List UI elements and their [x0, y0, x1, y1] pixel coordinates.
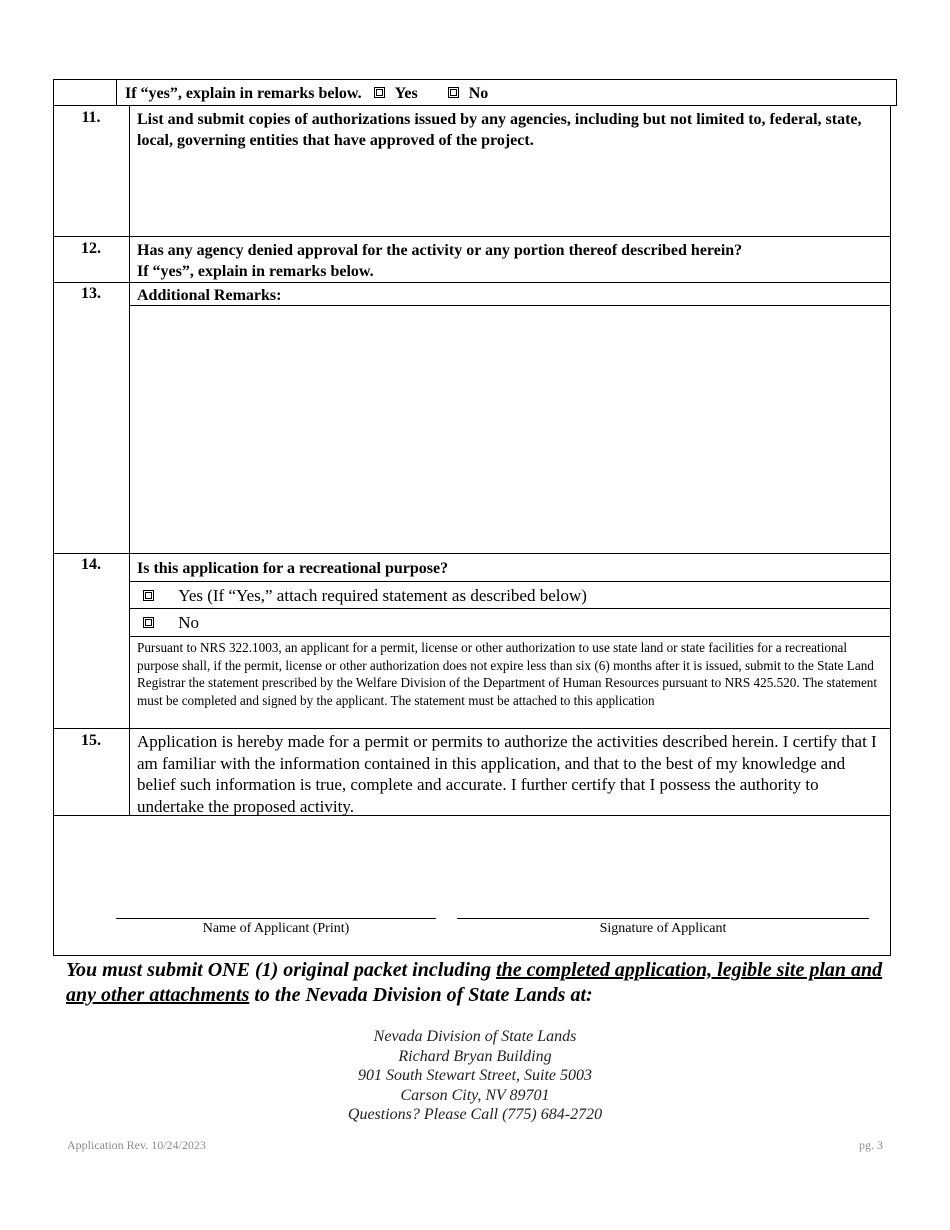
- address-line-2: Richard Bryan Building: [398, 1047, 552, 1065]
- row10-no-label: No: [468, 85, 489, 102]
- row11-response-area[interactable]: [131, 152, 888, 234]
- applicant-name-field[interactable]: [116, 850, 436, 918]
- revision-date: Application Rev. 10/24/2023: [67, 1138, 206, 1152]
- row10-no-checkbox[interactable]: [448, 85, 489, 102]
- submit-notice-part1: You must submit ONE (1) original packet including: [66, 959, 497, 981]
- mailing-address: [275, 1027, 675, 1125]
- address-line-1: Nevada Division of State Lands: [373, 1028, 577, 1045]
- submit-notice-part2: to the Nevada Division of State Lands at:: [249, 984, 593, 1006]
- row14-question: Is this application for a recreational purpose?: [137, 560, 449, 577]
- row15-certification: Application is hereby made for a permit or permits to authorize the activities described herein. I certify that I am familiar with the information contained in this application, and that to the best of my knowledge and belief such information is true, complete and accurate. I further certify that I possess the authority to undertake the proposed activity.: [137, 732, 877, 816]
- page-number: pg. 3: [859, 1138, 883, 1152]
- row15-number: 15.: [81, 732, 101, 749]
- checkbox-icon: [143, 590, 154, 601]
- submit-notice-underlined: the completed application, legible site plan and any other attachments: [66, 959, 883, 1006]
- row13-label: Additional Remarks:: [137, 287, 282, 304]
- remarks-textarea[interactable]: [131, 307, 888, 551]
- address-line-4: Carson City, NV 89701: [400, 1086, 550, 1104]
- row10-question: [125, 83, 488, 104]
- row12-question: [137, 240, 887, 282]
- checkbox-icon: [143, 617, 154, 628]
- row12-number: 12.: [81, 240, 101, 257]
- row11-text: List and submit copies of authorizations issued by any agencies, including but not limited to, federal, state, local, governing entities that have approved of the project.: [137, 111, 862, 149]
- submit-notice: [66, 958, 886, 1008]
- signature-of-applicant-label: Signature of Applicant: [599, 921, 727, 936]
- row10-text: If “yes”, explain in remarks below.: [125, 85, 362, 102]
- name-of-applicant-label: Name of Applicant (Print): [202, 921, 350, 936]
- row11-number: 11.: [81, 109, 101, 126]
- row12-line1: Has any agency denied approval for the activity or any portion thereof described herein?: [137, 242, 743, 259]
- checkbox-icon: [374, 87, 385, 98]
- checkbox-icon: [448, 87, 459, 98]
- row10-yes-checkbox[interactable]: [374, 85, 422, 102]
- row14-no-label: No: [178, 613, 200, 632]
- row10-yes-label: Yes: [394, 85, 418, 102]
- phone-contact: Questions? Please Call (775) 684-2720: [347, 1106, 603, 1123]
- applicant-signature-field[interactable]: [457, 850, 869, 918]
- row13-number: 13.: [81, 285, 101, 302]
- address-line-3: 901 South Stewart Street, Suite 5003: [357, 1067, 593, 1084]
- row14-no-checkbox[interactable]: [143, 612, 199, 633]
- row14-statement: Pursuant to NRS 322.1003, an applicant for a permit, license or other authorization to use state land or state facilities for a recreational purpose shall, if the permit, license or other authorization does not expire less than six (6) months after it is issued, submit to the State Land Registrar the statement prescribed by the Welfare Division of the Department of Human Resources pursuant to NRS 425.520. The statement must be completed and signed by the applicant. The statement must be attached to this application: [137, 640, 878, 708]
- row12-line2: If “yes”, explain in remarks below.: [137, 263, 374, 280]
- row14-number: 14.: [81, 556, 101, 573]
- row14-yes-checkbox[interactable]: [143, 585, 587, 606]
- row14-yes-label: Yes (If “Yes,” attach required statement as described below): [178, 586, 587, 605]
